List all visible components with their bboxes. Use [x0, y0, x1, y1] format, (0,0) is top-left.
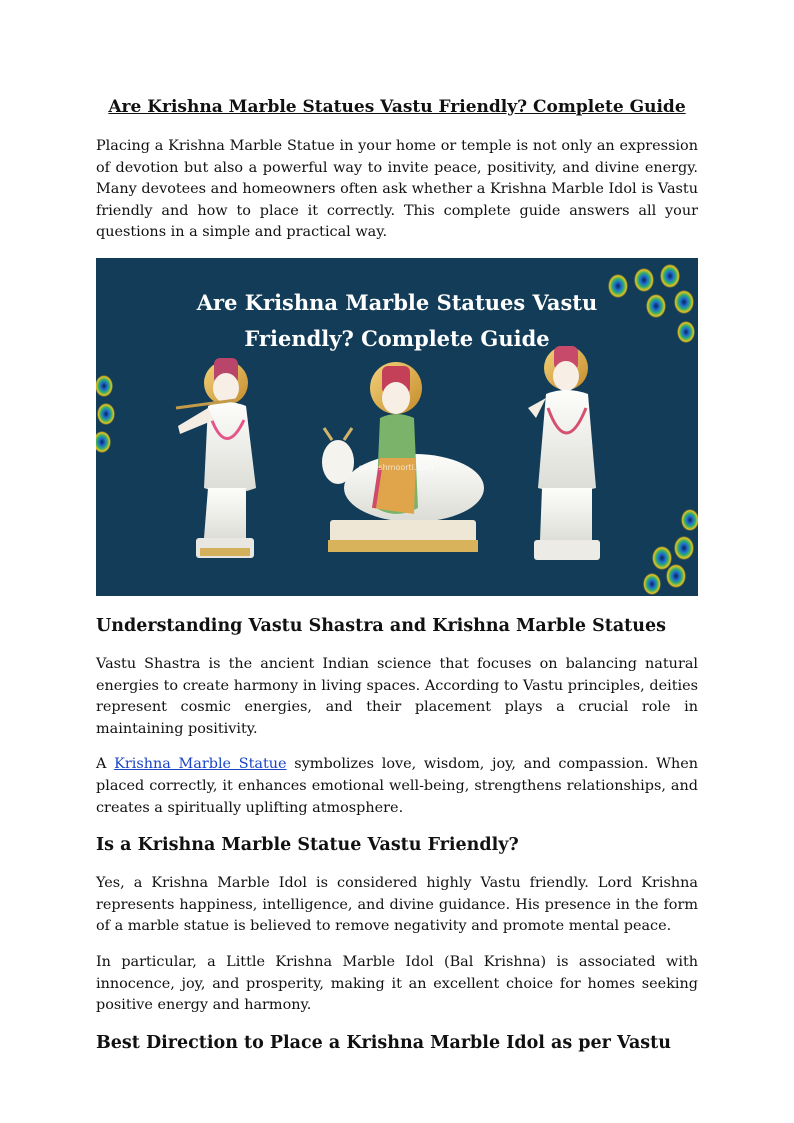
peacock-feather-icon	[96, 375, 115, 453]
section2-paragraph-2: In particular, a Little Krishna Marble Idol (Bal Krishna) is associated with innocence, joy, and prosperity, making it an excellent choice for homes seeking positive energy and harmony.	[96, 953, 698, 1014]
intro-paragraph: Placing a Krishna Marble Statue in your home or temple is not only an expression of devotion but also a powerful way to invite peace, positivity, and divine energy. Many devotees and homeowners often ask whether a Krishna Marble Idol is Vastu friendly and how to place it correctly. This complete guide answers all your questions in a simple and practical way.	[96, 138, 698, 241]
document-title: Are Krishna Marble Statues Vastu Friendly? Complete Guide	[108, 97, 686, 117]
section-heading-best-direction: Best Direction to Place a Krishna Marble Idol as per Vastu	[96, 1032, 671, 1053]
banner-image	[96, 258, 698, 596]
banner-title-line-1: Are Krishna Marble Statues Vastu	[196, 289, 598, 315]
krishna-marble-statue-link[interactable]: Krishna Marble Statue	[114, 756, 287, 773]
paragraph-prefix: A	[96, 756, 115, 773]
paragraph-suffix: symbolizes love, wisdom, joy, and compassion. When placed correctly, it enhances emotional well-being, strengthens relationships, and creates a spiritually uplifting atmosphere.	[96, 756, 699, 816]
section1-paragraph-2	[96, 754, 698, 819]
document-page	[96, 95, 698, 1071]
krishna-statue-left	[176, 358, 256, 558]
section2-paragraph-1: Yes, a Krishna Marble Idol is considered highly Vastu friendly. Lord Krishna represents happiness, intelligence, and divine guidance. His presence in the form of a marble statue is believed to remove negativity and promote mental peace.	[96, 875, 698, 935]
krishna-cow-statue-center	[322, 362, 484, 552]
watermark-text: ganeshmoorti.com	[358, 462, 434, 472]
banner-title-line-2: Friendly? Complete Guide	[244, 325, 550, 351]
section-heading-vastu-friendly: Is a Krishna Marble Statue Vastu Friendly?	[96, 835, 519, 856]
section1-paragraph-1: Vastu Shastra is the ancient Indian science that focuses on balancing natural energies to create harmony in living spaces. According to Vastu principles, deities represent cosmic energies, and their placement plays a crucial role in maintaining positivity.	[96, 655, 698, 737]
krishna-statue-right	[528, 346, 600, 560]
peacock-feather-icon	[643, 509, 698, 595]
section-heading-vastu-shastra: Understanding Vastu Shastra and Krishna Marble Statues	[96, 615, 666, 636]
